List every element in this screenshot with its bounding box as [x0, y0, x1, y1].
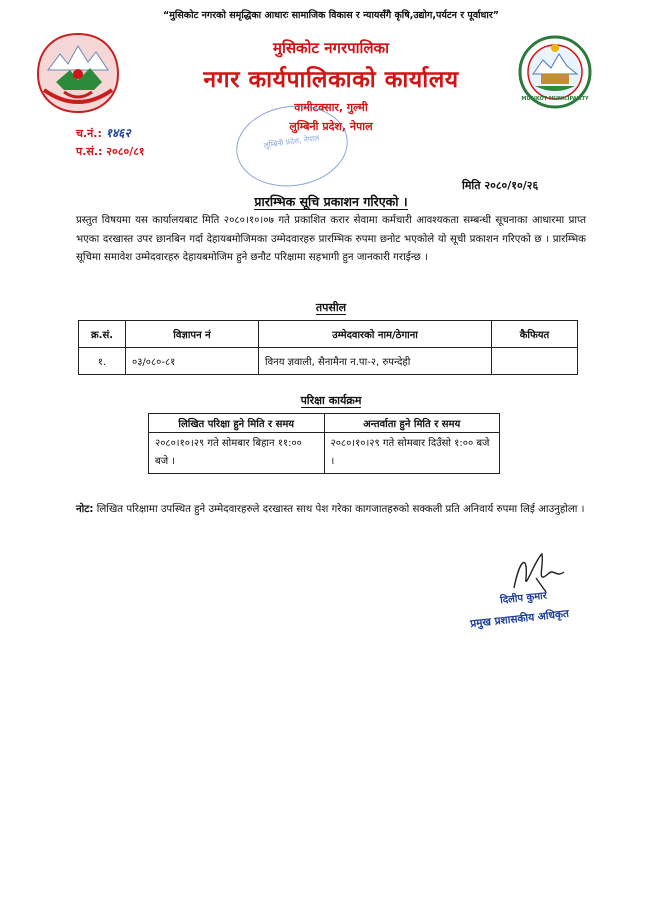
col-header-ad-no: विज्ञापन नं	[126, 321, 259, 348]
table-row	[79, 348, 578, 375]
details-heading	[0, 300, 662, 315]
body-paragraph: प्रस्तुत विषयमा यस कार्यालयबाट मिति २०८०।१०।०७ गते प्रकाशित करार सेवामा कर्मचारी आवश्यकता सम्बन्धी सूचनाका आधारमा प्राप्त भएका दरखास्त उपर छानबिन गर्दा देहायबमोजिमका उम्मेदवारहरु प्रारम्भिक रुपमा छनोट भएकोले यो सूची प्रकाशन गरिएको छ । प्रारम्भिक सूचिमा समावेश उम्मेदवारहरु देहायबमोजिम हुने छनौट परिक्षामा सहभागी हुन जानकारी गराईन्छ ।	[76, 215, 586, 263]
cell-remarks	[492, 348, 578, 375]
cell-written-time: २०८०।१०।२९ गते सोमबार बिहान ११:०० बजे ।	[149, 433, 325, 474]
cell-sn: १.	[79, 348, 126, 375]
table-header-row	[79, 321, 578, 348]
address-line-1: वामीटक्सार, गुल्मी	[294, 101, 368, 114]
col-header-remarks: कैफियत	[492, 321, 578, 348]
office-name: नगर कार्यपालिकाको कार्यालय	[203, 67, 459, 93]
document-date: मिति २०८०/१०/२६	[462, 179, 539, 192]
exam-heading	[0, 393, 662, 408]
note-label: नोट:	[76, 504, 94, 515]
municipality-logo-caption: MUSIKOT MUNICIPALITY	[521, 96, 589, 102]
fiscal-year	[76, 144, 145, 159]
signatory-name: दिलीप कुमार	[499, 590, 548, 607]
col-header-candidate: उम्मेदवारको नाम/ठेगाना	[259, 321, 492, 348]
reference-number	[76, 124, 131, 141]
table-header-row	[149, 414, 500, 433]
exam-heading-text: परिक्षा कार्यक्रम	[300, 394, 362, 407]
ref-label: च.नं.:	[76, 127, 102, 140]
cell-ad-no: ०३/०८०-८१	[126, 348, 259, 375]
cell-candidate: विनय ज्ञवाली, सैनामैना न.पा-२, रुपन्देही	[259, 348, 492, 375]
municipality-name: मुसिकोट नगरपालिका	[273, 39, 389, 57]
stamp-text: लुम्बिनी प्रदेश, नेपाल	[263, 133, 320, 150]
subject-heading	[0, 193, 662, 210]
year-value: २०८०/८१	[106, 145, 145, 158]
motto: “मुसिकोट नगरको समृद्धिका आधारः सामाजिक विकास र न्यायसँगै कृषि,उद्योग,पर्यटन र पूर्वाधार”	[163, 10, 499, 21]
note-text: लिखित परिक्षामा उपस्थित हुने उम्मेदवारहरुले दरखास्त साथ पेश गरेका कागजातहरुको सक्कली प्रति अनिवार्य रुपमा लिई आउनुहोला ।	[96, 504, 585, 515]
year-label: प.सं.:	[76, 145, 103, 158]
table-row	[149, 433, 500, 474]
col-header-sn: क्र.सं.	[79, 321, 126, 348]
details-heading-text: तपसील	[315, 301, 347, 314]
exam-schedule-table	[148, 413, 500, 474]
col-header-written: लिखित परिक्षा हुने मिति र समय	[149, 414, 325, 433]
cell-interview-time: २०८०।१०।२९ गते सोमबार दिउँसो १:०० बजे ।	[324, 433, 500, 474]
ref-number-handwritten: १४६२	[105, 126, 131, 140]
candidates-table	[78, 320, 578, 375]
address-line-2: लुम्बिनी प्रदेश, नेपाल	[289, 120, 373, 133]
subject-text: प्रारम्भिक सूचि प्रकाशन गरिएको ।	[254, 194, 408, 209]
signatory-title: प्रमुख प्रशासकीय अधिकृत	[469, 607, 570, 631]
note	[76, 500, 591, 519]
col-header-interview: अन्तर्वाता हुने मिति र समय	[324, 414, 500, 433]
